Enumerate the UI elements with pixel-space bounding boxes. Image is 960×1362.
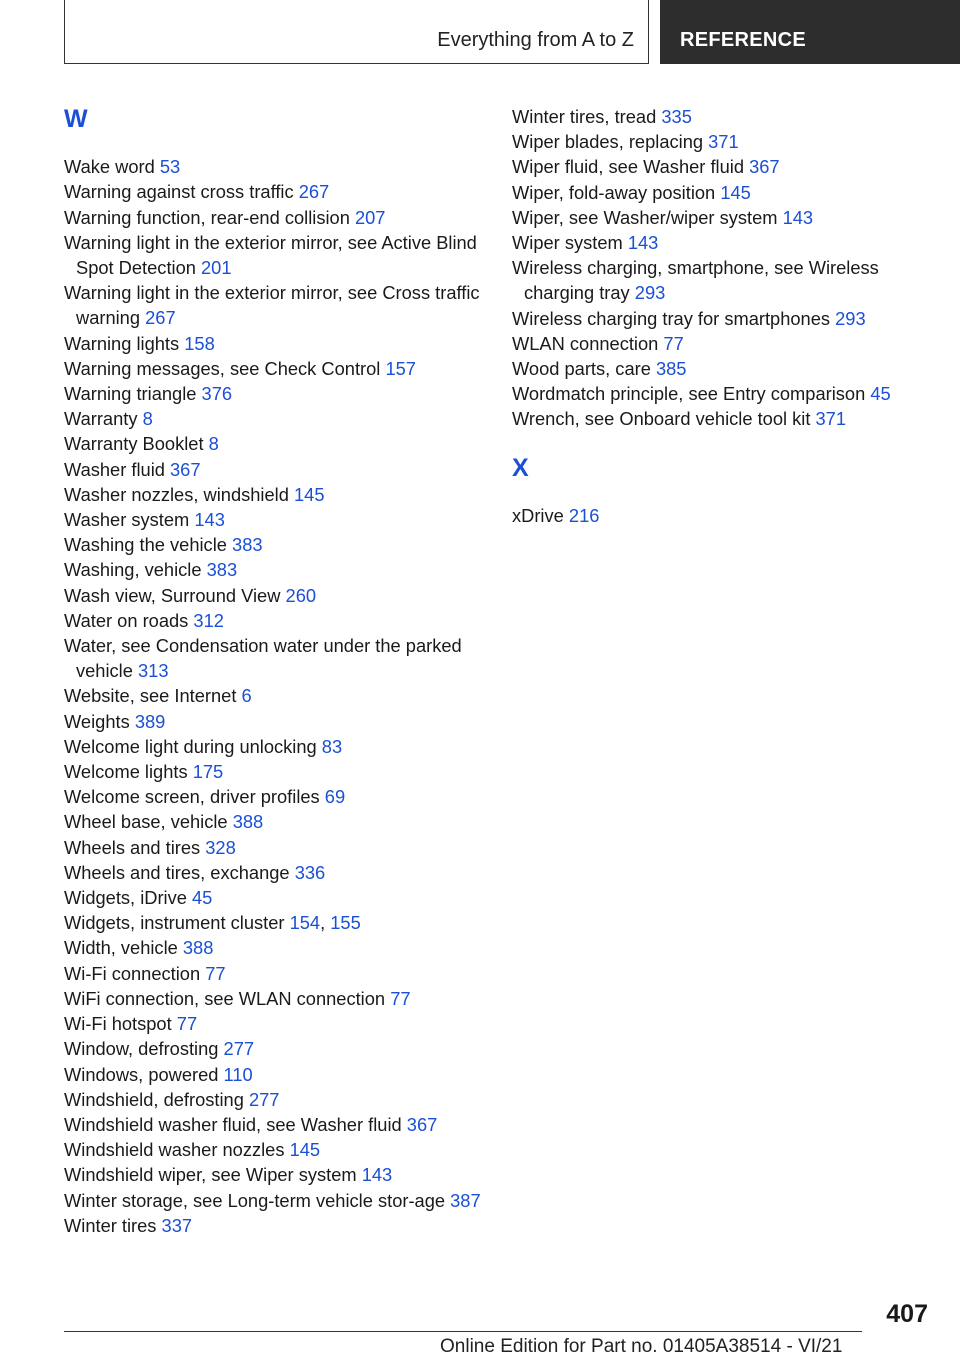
page-reference-link[interactable]: 388 [232, 811, 264, 833]
page-reference-link[interactable]: 207 [354, 206, 386, 228]
page-reference-link[interactable]: 367 [406, 1113, 438, 1135]
index-entry-text: Wake word [64, 156, 155, 178]
index-entry [64, 709, 489, 734]
index-entry [512, 180, 937, 205]
index-entry-text: Wi-Fi connection [64, 962, 201, 984]
page-reference-link[interactable]: 53 [159, 156, 181, 178]
index-entry [512, 503, 937, 528]
index-entry-text: Washing, vehicle [64, 559, 202, 581]
index-entry [64, 1137, 489, 1162]
index-entry-text: Weights [64, 710, 130, 732]
index-entry-text: Wi-Fi hotspot [64, 1013, 172, 1035]
index-entry [64, 381, 489, 406]
page-reference-link[interactable]: 201 [201, 257, 232, 278]
index-entry [64, 759, 489, 784]
index-entry [64, 1188, 489, 1213]
index-entry-text: Winter storage, see Long-term vehicle stor-age [64, 1189, 446, 1211]
page-reference-link[interactable]: 267 [145, 307, 176, 329]
index-entry-text: Winter tires, tread [512, 106, 657, 127]
index-letter-heading: X [512, 453, 529, 482]
page-reference-link[interactable]: 383 [206, 559, 238, 581]
index-entry [512, 230, 937, 255]
page-reference-link[interactable]: 154 [289, 912, 321, 934]
index-entry [64, 205, 489, 230]
page-reference-link[interactable]: 143 [782, 206, 814, 228]
index-entry [512, 154, 937, 179]
page-reference-link[interactable]: 77 [205, 962, 226, 984]
index-entry [64, 431, 489, 456]
index-entry [512, 205, 937, 230]
index-entry-text: Windshield washer fluid, see Washer fluid [64, 1113, 402, 1135]
section-tab-label: REFERENCE [680, 29, 807, 51]
index-entry [64, 935, 489, 960]
page-reference-link[interactable]: 336 [294, 861, 326, 883]
page-reference-link[interactable]: 69 [324, 786, 346, 808]
page-reference-link[interactable]: 145 [720, 181, 751, 203]
page-reference-link[interactable]: 77 [390, 987, 411, 1009]
index-entry-text: Wheels and tires [64, 836, 201, 858]
page-reference-link[interactable]: 77 [663, 332, 684, 354]
index-entry-text: Wiper blades, replacing [512, 131, 704, 153]
page-reference-link[interactable]: 376 [201, 383, 233, 405]
index-entry [64, 734, 489, 759]
index-entry [512, 255, 937, 305]
index-entry-text: Water, see Condensation water under the parked vehicle [64, 635, 462, 682]
header-title: Everything from A to Z [437, 29, 634, 51]
index-entry-text: Wheel base, vehicle [64, 811, 228, 833]
index-entry [64, 154, 489, 179]
index-entry-text: Water on roads [64, 609, 189, 631]
index-entry-text: Welcome screen, driver profiles [64, 786, 320, 808]
index-entry [64, 608, 489, 633]
index-entry-text: Warranty [64, 408, 138, 430]
index-entry-text: Washer nozzles, windshield [64, 483, 289, 505]
page-reference-link[interactable]: 328 [205, 836, 236, 858]
index-entry [64, 809, 489, 834]
index-column-right [512, 104, 937, 528]
page-reference-link[interactable]: 337 [161, 1214, 193, 1236]
index-entry-text: Width, vehicle [64, 937, 178, 959]
index-entry-text: Warning triangle [64, 383, 197, 405]
index-entry-text: Wiper, fold-away position [512, 181, 716, 203]
index-entry-text: Warning function, rear-end collision [64, 206, 350, 228]
index-entry [64, 860, 489, 885]
page-reference-link[interactable]: 371 [708, 131, 739, 153]
index-entry-text: Warning light in the exterior mirror, see Cross traffic warning [64, 282, 480, 329]
index-entry [512, 356, 937, 381]
index-entry [512, 104, 937, 129]
index-entry [512, 331, 937, 356]
page-reference-link[interactable]: 143 [627, 232, 659, 254]
index-entry-text: xDrive [512, 504, 564, 526]
page-reference-link[interactable]: 389 [134, 710, 166, 732]
page-reference-link[interactable]: 45 [192, 887, 213, 909]
index-entry [64, 482, 489, 507]
index-entry-text: Washer fluid [64, 458, 165, 480]
index-entry [64, 331, 489, 356]
page-reference-link[interactable]: 8 [142, 408, 153, 430]
page-reference-link[interactable]: 383 [232, 534, 263, 556]
index-group [512, 104, 937, 432]
index-entry [64, 633, 489, 683]
page-reference-link[interactable]: 388 [182, 937, 214, 959]
index-entry-text: Warning messages, see Check Control [64, 357, 381, 379]
index-entry [64, 532, 489, 557]
page-reference-link[interactable]: 371 [815, 408, 847, 430]
page-reference-link[interactable]: 145 [289, 1139, 321, 1161]
index-entry-text: Wiper, see Washer/wiper system [512, 206, 778, 228]
header-title-box [64, 0, 649, 64]
page-reference-link[interactable]: 312 [193, 609, 224, 631]
index-entry-text: Warning against cross traffic [64, 181, 294, 203]
page-reference-link[interactable]: 158 [184, 332, 215, 354]
page-reference-link[interactable]: 335 [661, 106, 692, 127]
index-letter-heading: W [64, 105, 88, 133]
index-group [64, 107, 489, 1238]
index-entry [64, 1087, 489, 1112]
index-entry-text: Widgets, iDrive [64, 887, 187, 909]
index-entry-text: Washing the vehicle [64, 534, 227, 556]
index-entry [512, 406, 937, 431]
index-entry: Widgets, instrument cluster 154, 155 [64, 912, 361, 934]
page-reference-link[interactable]: 385 [655, 358, 687, 380]
index-entry-text: Wood parts, care [512, 358, 651, 380]
index-entry [64, 557, 489, 582]
index-entry [64, 683, 489, 708]
index-entry-text: Website, see Internet [64, 685, 237, 707]
index-entry [64, 1011, 489, 1036]
index-entry [64, 457, 489, 482]
index-entry-text: Washer system [64, 509, 190, 531]
page-reference-link[interactable]: 110 [223, 1063, 253, 1085]
index-entry-text: Winter tires [64, 1214, 157, 1236]
page-reference-link[interactable]: 260 [285, 584, 317, 606]
page-reference-link[interactable]: 216 [568, 504, 600, 526]
index-entry [64, 885, 489, 910]
index-entry [64, 961, 489, 986]
index-entry-text: Warranty Booklet [64, 433, 204, 455]
page-reference-link[interactable]: 143 [194, 509, 225, 531]
index-entry-text: Wheels and tires, exchange [64, 861, 290, 883]
index-entry [64, 507, 489, 532]
index-column-left [64, 104, 489, 1238]
index-entry-text: Wireless charging tray for smartphones [512, 307, 831, 329]
index-entry-text: Windshield washer nozzles [64, 1139, 285, 1161]
index-entry-text: Windshield, defrosting [64, 1088, 244, 1110]
page-reference-link[interactable]: 387 [450, 1189, 481, 1211]
index-entry [64, 1036, 489, 1061]
page-reference-link[interactable]: 313 [138, 660, 169, 682]
index-entry [64, 986, 489, 1011]
index-entry-text: Window, defrosting [64, 1038, 219, 1060]
index-group [512, 453, 937, 528]
index-entry-text: Wordmatch principle, see Entry comparison [512, 383, 866, 405]
index-entry [64, 1062, 489, 1087]
index-entry [64, 406, 489, 431]
index-entry-text: Windows, powered [64, 1063, 219, 1085]
page-reference-link[interactable]: 8 [208, 433, 219, 455]
index-entry [64, 230, 489, 280]
page-reference-link[interactable]: 367 [749, 156, 780, 178]
page-reference-link[interactable]: 175 [192, 761, 224, 783]
index-entry-text: Wash view, Surround View [64, 584, 281, 606]
page-reference-link[interactable]: 6 [241, 685, 252, 707]
page-reference-link[interactable]: 83 [321, 735, 343, 757]
index-entry-text: Wrench, see Onboard vehicle tool kit [512, 408, 811, 430]
page-reference-link[interactable]: 293 [835, 307, 866, 329]
index-entry-text: Warning lights [64, 332, 180, 354]
index-entry-text: Welcome light during unlocking [64, 735, 317, 757]
footer-divider [64, 1331, 862, 1332]
index-entry [64, 1112, 489, 1137]
page-reference-link[interactable]: 77 [176, 1013, 198, 1035]
index-entry [64, 1162, 489, 1187]
page-reference-link[interactable]: 45 [870, 383, 891, 405]
index-entry-text: Windshield wiper, see Wiper system [64, 1164, 357, 1186]
page-reference-link[interactable]: 143 [361, 1164, 393, 1186]
index-entry-text: Wiper system [512, 232, 623, 254]
page-reference-link[interactable]: 155 [330, 912, 361, 934]
index-entry-text: Wireless charging, smartphone, see Wireless charging tray [512, 257, 879, 304]
index-entry-text: Widgets, instrument cluster [64, 912, 285, 934]
index-entry [512, 129, 937, 154]
page-reference-link[interactable]: 145 [294, 483, 325, 505]
page-reference-link[interactable]: 277 [248, 1088, 280, 1110]
section-tab-reference[interactable] [660, 0, 960, 64]
index-entry-text: WiFi connection, see WLAN connection [64, 987, 386, 1009]
index-entry [512, 306, 937, 331]
index-entry-text: WLAN connection [512, 332, 659, 354]
page-reference-link[interactable]: 367 [170, 458, 201, 480]
index-entry [64, 179, 489, 204]
index-entry [64, 784, 489, 809]
index-entry [64, 280, 489, 330]
page-number: 407 [886, 1300, 928, 1328]
index-entry [64, 835, 489, 860]
footer-edition: Online Edition for Part no. 01405A38514 - VI/21 [440, 1336, 843, 1357]
page-reference-link[interactable]: 157 [385, 357, 416, 379]
page-reference-link[interactable]: 277 [223, 1038, 255, 1060]
index-entry [512, 381, 937, 406]
index-entry-text: Welcome lights [64, 761, 188, 783]
index-entry [64, 583, 489, 608]
page-reference-link[interactable]: 267 [298, 181, 330, 203]
index-entry [64, 1213, 489, 1238]
page-reference-link[interactable]: 293 [634, 282, 666, 304]
index-entry [64, 356, 489, 381]
index-entry-text: Wiper fluid, see Washer fluid [512, 156, 744, 178]
index-entry-text: Warning light in the exterior mirror, see Active Blind Spot Detection [64, 231, 477, 278]
